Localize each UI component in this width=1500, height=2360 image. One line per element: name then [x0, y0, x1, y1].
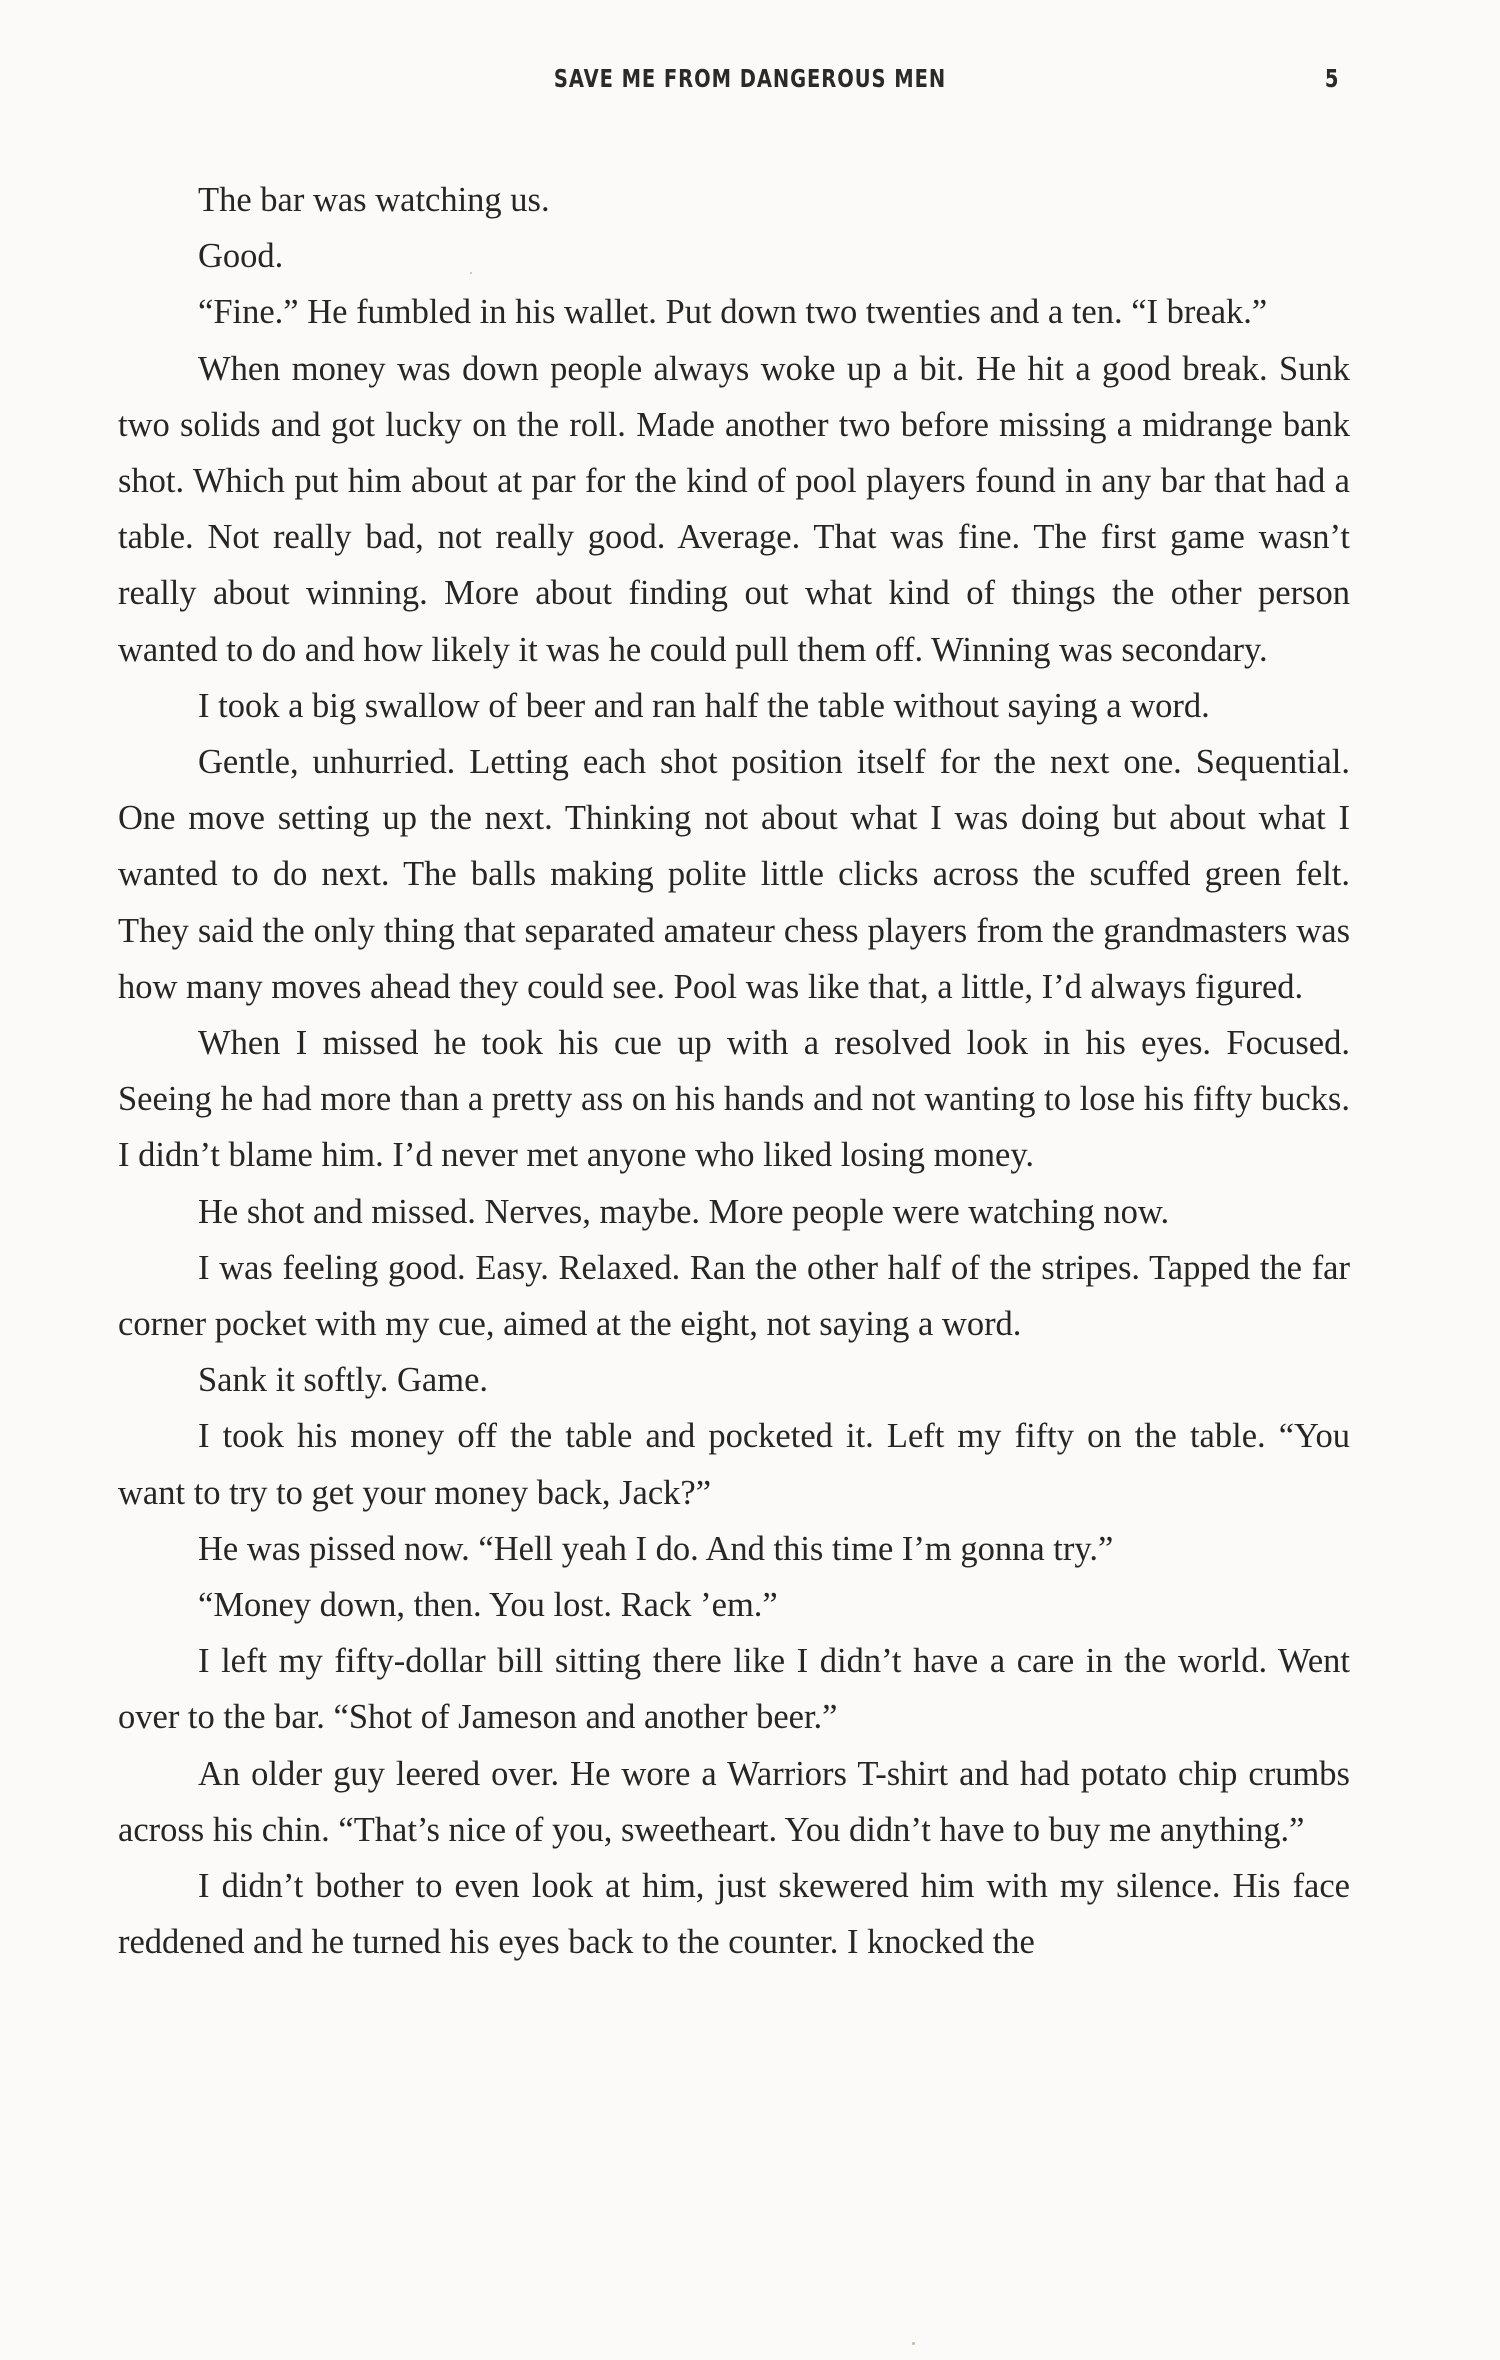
paragraph: Sank it softly. Game. — [198, 1361, 489, 1400]
paper-speck — [912, 2342, 915, 2345]
paragraph: “Fine.” He fumbled in his wallet. Put down two twenties and a ten. “I break.” — [198, 293, 1268, 332]
paragraph: When I missed he took his cue up with a resolved look in his eyes. Focused. Seeing he had more than a pretty ass on his hands and not wanting to lose his fifty bucks. I didn’t blame him. I’d never met anyone who liked losing money. — [118, 1024, 1350, 1175]
paragraph: Good. — [198, 237, 284, 276]
paragraph: He shot and missed. Nerves, maybe. More people were watching now. — [198, 1192, 1170, 1231]
paragraph: “Money down, then. You lost. Rack ’em.” — [198, 1586, 778, 1625]
running-head-title: SAVE ME FROM DANGEROUS MEN — [553, 64, 947, 93]
running-head — [0, 64, 1500, 114]
paragraph: I left my fifty-dollar bill sitting there like I didn’t have a care in the world. Went over to the bar. “Shot of Jameson and another beer.” — [118, 1642, 1350, 1737]
paragraph: I took his money off the table and pocketed it. Left my fifty on the table. “You want to try to get your money back, Jack?” — [118, 1417, 1350, 1512]
paragraph: I was feeling good. Easy. Relaxed. Ran the other half of the stripes. Tapped the far corner pocket with my cue, aimed at the eight, not saying a word. — [118, 1248, 1350, 1344]
paragraph: Gentle, unhurried. Letting each shot position itself for the next one. Sequential. One move setting up the next. Thinking not about what I was doing but about what I wanted to do next. The balls making polite little clicks across the scuffed green felt. They said the only thing that separated amateur chess players from the grandmasters was how many moves ahead they could see. Pool was like that, a little, I’d always figured. — [118, 743, 1350, 1006]
paragraph: I didn’t bother to even look at him, just skewered him with my silence. His face reddened and he turned his eyes back to the counter. I knocked the — [118, 1867, 1350, 1962]
paragraph: When money was down people always woke up a bit. He hit a good break. Sunk two solids and got lucky on the roll. Made another two before missing a midrange bank shot. Which put him about at par for the kind of pool players found in any bar that had a table. Not really bad, not really good. Average. That was fine. The first game wasn’t really about winning. More about finding out what kind of things the other person wanted to do and how likely it was he could pull them off. Winning was secondary. — [118, 349, 1350, 669]
paragraph: I took a big swallow of beer and ran half the table without saying a word. — [198, 686, 1210, 725]
paragraph: He was pissed now. “Hell yeah I do. And this time I’m gonna try.” — [198, 1529, 1114, 1568]
paper-speck — [470, 272, 472, 274]
page-number: 5 — [1324, 64, 1339, 93]
body-text — [118, 172, 1350, 1971]
paragraph: An older guy leered over. He wore a Warriors T-shirt and had potato chip crumbs across his chin. “That’s nice of you, sweetheart. You didn’t have to buy me anything.” — [118, 1754, 1350, 1849]
paragraph: The bar was watching us. — [198, 181, 550, 219]
